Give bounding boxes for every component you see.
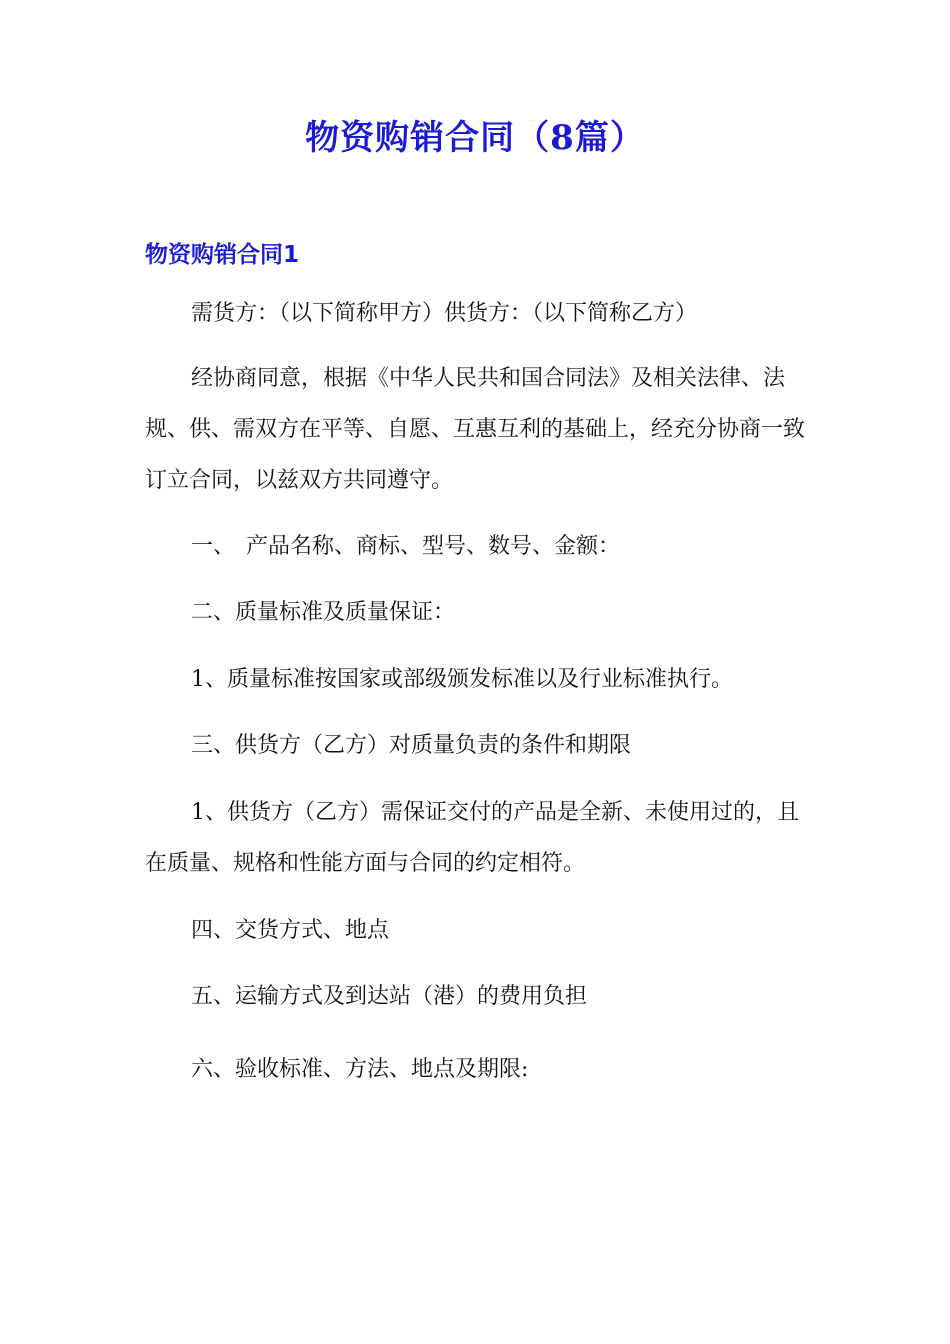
paragraph-clause-1: 一、 产品名称、商标、型号、数号、金额：: [191, 534, 621, 559]
paragraph-preamble: 经协商同意，根据《中华人民共和国合同法》及相关法律、法规、供、需双方在平等、自愿、互惠互利的基础上，经充分协商一致订立合同，以兹双方共同遵守。: [145, 366, 806, 493]
paragraph-clause-3: 三、供货方（乙方）对质量负责的条件和期限: [191, 733, 632, 758]
paragraph-parties: 需货方：（以下简称甲方）供货方：（以下简称乙方）: [191, 301, 698, 326]
document-title: 物资购销合同（8篇）: [305, 118, 645, 158]
section-heading: 物资购销合同1: [145, 242, 300, 268]
paragraph-clause-2: 二、质量标准及质量保证：: [191, 600, 456, 625]
paragraph-clause-4: 四、交货方式、地点: [191, 918, 390, 943]
paragraph-clause-3-item-1: 1、供货方（乙方）需保证交付的产品是全新、未使用过的，且在质量、规格和性能方面与合同的约定相符。: [145, 800, 799, 876]
paragraph-clause-6: 六、验收标准、方法、地点及期限:: [191, 1057, 529, 1082]
paragraph-clause-2-item-1: 1、质量标准按国家或部级颁发标准以及行业标准执行。: [191, 667, 733, 692]
paragraph-clause-5: 五、运输方式及到达站（港）的费用负担: [191, 984, 588, 1009]
